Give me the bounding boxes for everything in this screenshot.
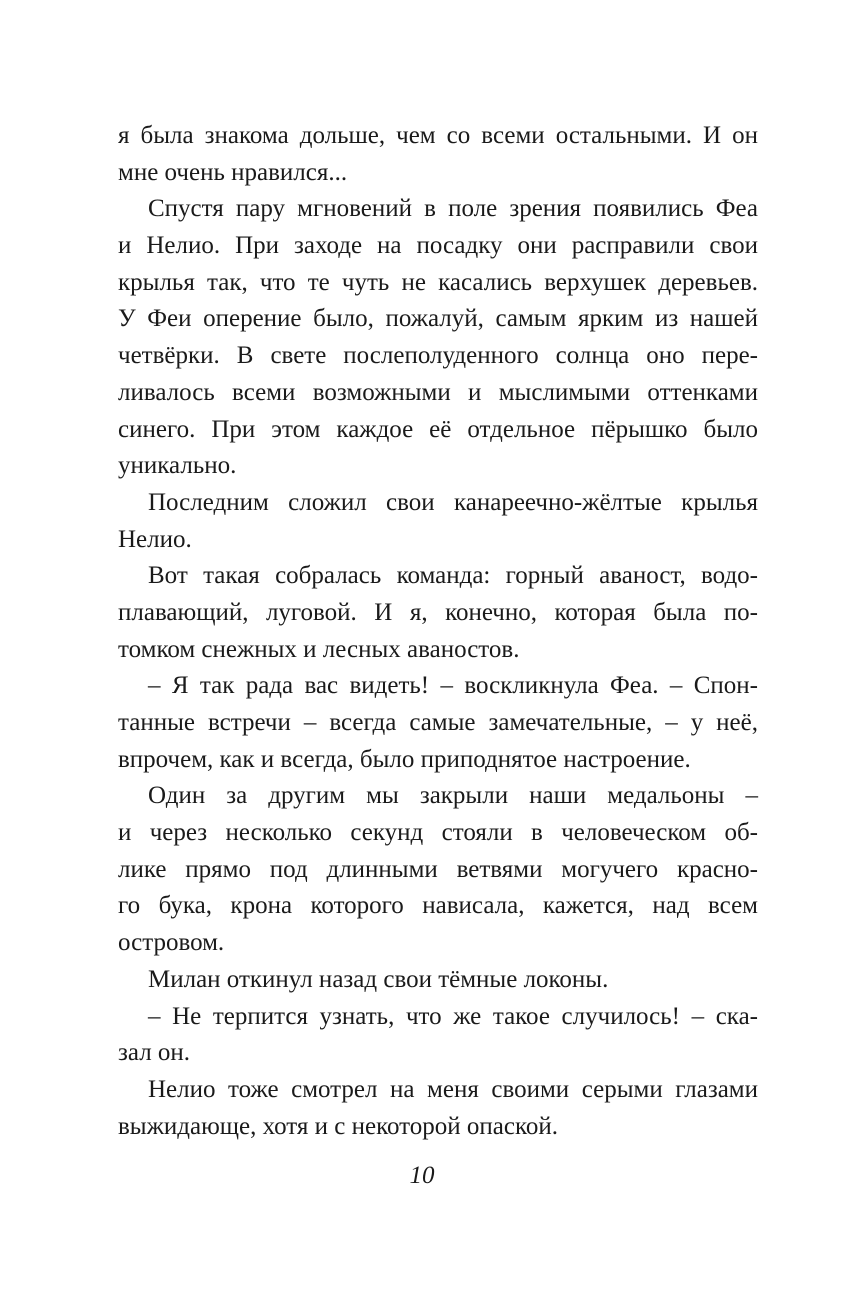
- text-line: Спустя пару мгновений в поле зрения появились Феа: [148, 195, 758, 223]
- text-line: лике прямо под длинными ветвями могучего красно-: [118, 855, 758, 883]
- text-line: четвёрки. В свете послеполуденного солнца оно пере-: [118, 342, 758, 370]
- text-line: У Феи оперение было, пожалуй, самым ярким из нашей: [118, 305, 758, 333]
- text-line: мне очень нравился...: [118, 158, 348, 186]
- text-line: Нелио.: [118, 525, 192, 553]
- text-line: зал он.: [118, 1039, 191, 1067]
- text-line: и Нелио. При заходе на посадку они расправили свои: [118, 232, 758, 260]
- body-text: [118, 118, 758, 1145]
- text-line: я была знакома дольше, чем со всеми остальными. И он: [118, 122, 758, 149]
- text-line: – Я так рада вас видеть! – воскликнула Феа. – Спон-: [148, 672, 758, 700]
- text-line: синего. При этом каждое её отдельное пёрышко было: [118, 415, 758, 443]
- text-line: уникально.: [118, 452, 237, 480]
- text-line: и через несколько секунд стояли в человеческом об-: [118, 819, 758, 847]
- text-line: – Не терпится узнать, что же такое случилось! – ска-: [148, 1002, 758, 1030]
- text-line: выжидающе, хотя и с некоторой опаской.: [118, 1112, 558, 1140]
- text-line: танные встречи – всегда самые замечательные, – у неё,: [118, 709, 758, 736]
- text-line: Милан откинул назад свои тёмные локоны.: [148, 965, 609, 993]
- text-line: впрочем, как и всегда, было приподнятое настроение.: [118, 745, 691, 773]
- text-line: Один за другим мы закрыли наши медальоны –: [148, 782, 758, 810]
- page-number: 10: [409, 1162, 435, 1189]
- text-line: Нелио тоже смотрел на меня своими серыми глазами: [148, 1075, 758, 1103]
- text-line: Вот такая собралась команда: горный аваност, водо-: [148, 562, 758, 590]
- text-line: крылья так, что те чуть не касались верхушек деревьев.: [118, 268, 758, 296]
- text-line: Последним сложил свои канареечно-жёлтые крылья: [148, 488, 758, 516]
- text-line: го бука, крона которого нависала, кажется, над всем: [118, 892, 758, 920]
- text-line: плавающий, луговой. И я, конечно, которая была по-: [118, 598, 758, 626]
- text-line: ливалось всеми возможными и мыслимыми оттенками: [118, 378, 758, 406]
- text-line: томком снежных и лесных аваностов.: [118, 635, 520, 663]
- text-line: островом.: [118, 929, 225, 957]
